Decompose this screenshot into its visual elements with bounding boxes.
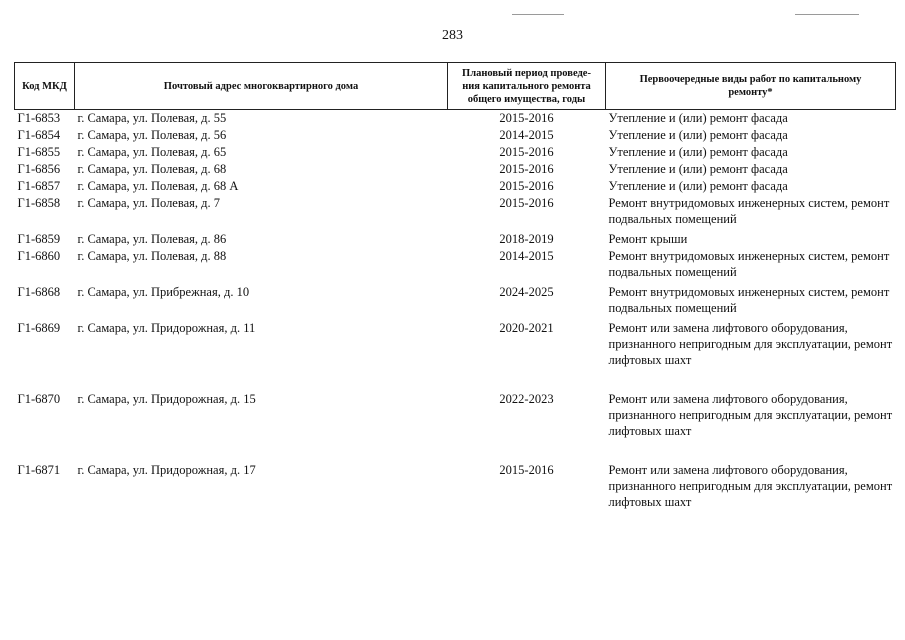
header-period: Плановый период проведе- ния капитального ремонта общего имущества, годы — [448, 63, 606, 110]
row-period: 2015-2016 — [499, 463, 554, 477]
table-row — [15, 144, 896, 161]
row-code: Г1-6857 — [17, 179, 61, 193]
row-code: Г1-6858 — [17, 196, 61, 210]
scan-speck — [512, 14, 564, 15]
table-row — [15, 161, 896, 178]
row-code: Г1-6870 — [17, 392, 61, 406]
row-code: Г1-6859 — [17, 232, 61, 246]
row-period: 2022-2023 — [499, 392, 554, 406]
row-period: 2024-2025 — [499, 285, 554, 299]
row-address: г. Самара, ул. Полевая, д. 7 — [77, 196, 221, 210]
row-address: г. Самара, ул. Полевая, д. 55 — [77, 111, 227, 125]
row-works: Ремонт или замена лифтового оборудования, признанного непригодным для эксплуатации, ремонт лифтовых шахт — [608, 392, 893, 438]
row-works: Утепление и (или) ремонт фасада — [608, 128, 788, 142]
table-row — [15, 248, 896, 284]
scan-speck — [795, 14, 859, 15]
repair-registry-table — [14, 62, 896, 528]
row-works: Утепление и (или) ремонт фасада — [608, 145, 788, 159]
row-period: 2018-2019 — [499, 232, 554, 246]
row-address: г. Самара, ул. Полевая, д. 86 — [77, 232, 227, 246]
table-row — [15, 391, 896, 462]
row-period: 2020-2021 — [499, 321, 554, 335]
row-address: г. Самара, ул. Полевая, д. 88 — [77, 249, 227, 263]
table-row — [15, 320, 896, 391]
row-period: 2014-2015 — [499, 128, 554, 142]
row-works: Ремонт крыши — [608, 232, 688, 246]
row-works: Утепление и (или) ремонт фасада — [608, 162, 788, 176]
table-row — [15, 231, 896, 248]
row-address: г. Самара, ул. Придорожная, д. 17 — [77, 463, 256, 477]
row-works: Ремонт внутридомовых инженерных систем, ремонт подвальных помещений — [608, 285, 890, 315]
row-period: 2015-2016 — [499, 111, 554, 125]
table-row — [15, 195, 896, 231]
table-row — [15, 462, 896, 528]
row-works: Ремонт или замена лифтового оборудования, признанного непригодным для эксплуатации, ремонт лифтовых шахт — [608, 321, 893, 367]
row-address: г. Самара, ул. Полевая, д. 56 — [77, 128, 227, 142]
row-address: г. Самара, ул. Придорожная, д. 11 — [77, 321, 256, 335]
table-row — [15, 110, 896, 128]
row-code: Г1-6871 — [17, 463, 61, 477]
row-code: Г1-6856 — [17, 162, 61, 176]
row-period: 2015-2016 — [499, 162, 554, 176]
row-period: 2015-2016 — [499, 145, 554, 159]
row-period: 2015-2016 — [499, 179, 554, 193]
row-works: Ремонт внутридомовых инженерных систем, ремонт подвальных помещений — [608, 196, 890, 226]
header-works: Первоочередные виды работ по капитальному ремонту* — [606, 63, 896, 110]
row-address: г. Самара, ул. Придорожная, д. 15 — [77, 392, 256, 406]
table-row — [15, 284, 896, 320]
row-period: 2014-2015 — [499, 249, 554, 263]
table-row — [15, 127, 896, 144]
table-header-row — [15, 63, 896, 110]
row-works: Утепление и (или) ремонт фасада — [608, 179, 788, 193]
row-address: г. Самара, ул. Полевая, д. 68 — [77, 162, 227, 176]
header-address: Почтовый адрес многоквартирного дома — [75, 63, 448, 110]
row-address: г. Самара, ул. Полевая, д. 65 — [77, 145, 227, 159]
row-code: Г1-6860 — [17, 249, 61, 263]
header-code: Код МКД — [15, 63, 75, 110]
row-code: Г1-6869 — [17, 321, 61, 335]
row-works: Ремонт или замена лифтового оборудования, признанного непригодным для эксплуатации, ремонт лифтовых шахт — [608, 463, 893, 509]
row-works: Ремонт внутридомовых инженерных систем, ремонт подвальных помещений — [608, 249, 890, 279]
row-code: Г1-6853 — [17, 111, 61, 125]
row-works: Утепление и (или) ремонт фасада — [608, 111, 788, 125]
table-row — [15, 178, 896, 195]
page-number: 283 — [442, 28, 463, 43]
row-address: г. Самара, ул. Полевая, д. 68 А — [77, 179, 239, 193]
row-code: Г1-6855 — [17, 145, 61, 159]
row-code: Г1-6854 — [17, 128, 61, 142]
row-period: 2015-2016 — [499, 196, 554, 210]
row-address: г. Самара, ул. Прибрежная, д. 10 — [77, 285, 250, 299]
row-code: Г1-6868 — [17, 285, 61, 299]
